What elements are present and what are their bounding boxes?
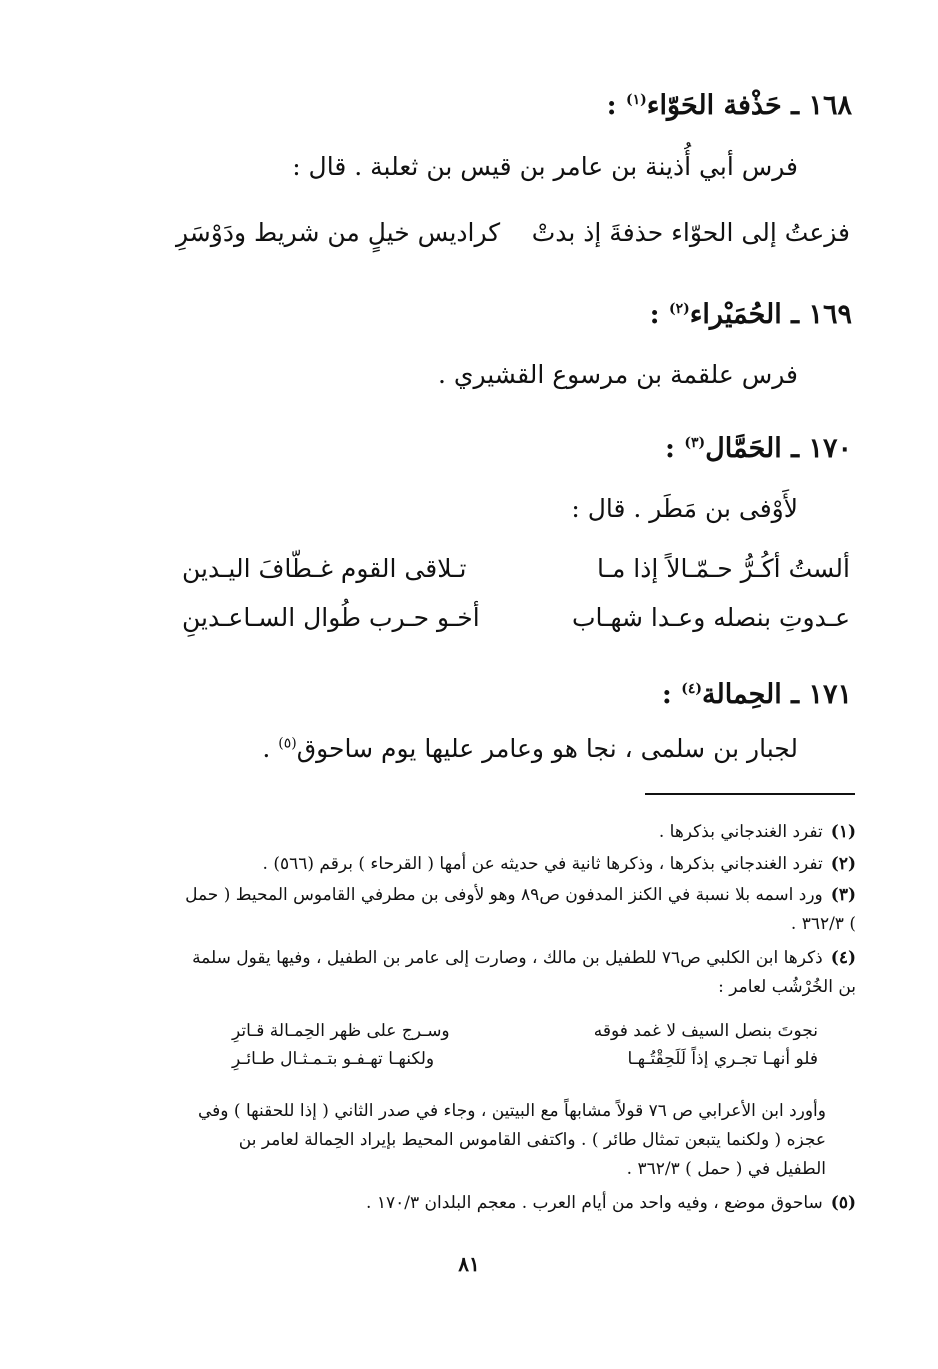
entry-171-heading [662, 679, 852, 710]
entry-dash: ـ [791, 679, 800, 710]
footnote-number: (٥) [830, 1193, 856, 1213]
entry-171-body: لجبار بن سلمى ، نجا هو وعامر عليها يوم ساحوق [296, 734, 798, 763]
footnote-3 [185, 881, 856, 939]
entry-title: الحِمالة [702, 679, 782, 710]
entry-title: الحُمَيْراء [689, 299, 782, 330]
footnote-5 [185, 1189, 856, 1218]
footnote-text: تفرد الغندجاني بذكرها ، وذكرها ثانية في حديثه عن أمها ( القرحاء ) برقم (٥٦٦) . [262, 854, 823, 874]
footnote-number: (٣) [830, 885, 856, 905]
entry-169-text: فرس علقمة بن مرسوع القشيري . [437, 360, 798, 389]
entry-number: ١٧١ [808, 679, 852, 710]
entry-dash: ـ [791, 90, 800, 121]
footnote-ref: (١) [626, 92, 647, 108]
entry-number: ١٧٠ [808, 433, 852, 464]
entry-170-verse-1 [182, 554, 850, 583]
entry-170-intro: لأَوْفى بن مَطَر . قال : [571, 494, 798, 523]
verse-hemistich-right: ألستُ أكُـرُّ حـمّـالاً إذا مـا [597, 554, 850, 583]
entry-colon: : [606, 90, 617, 121]
footnote-number: (٤) [830, 948, 856, 968]
entry-number: ١٦٩ [808, 299, 852, 330]
footnote-text: تفرد الغندجاني بذكرها . [658, 822, 823, 842]
entry-dash: ـ [791, 299, 800, 330]
footnote-ref: (٥) [278, 735, 297, 752]
entry-colon: : [649, 299, 660, 330]
verse-hemistich-right: عـدوتِ بنصله وعـدا شهـاب [571, 603, 850, 632]
verse-hemistich-right: فلو أنهـا تجـري إذاً لَلَحِقْتُـهـا [627, 1049, 818, 1069]
entry-number: ١٦٨ [808, 90, 852, 121]
verse-hemistich-left: وسـرج على ظهر الحِمـالة قـاترِ [232, 1021, 450, 1041]
entry-171-period: . [262, 734, 271, 763]
footnote-text: ساحوق موضع ، وفيه واحد من أيام العرب . معجم البلدان ١٧٠/٣ . [366, 1193, 823, 1213]
verse-hemistich-left: تـلاقى القوم غـطّافَ اليـدين [182, 554, 467, 583]
entry-170-heading [665, 433, 852, 464]
footnote-text: ورد اسمه بلا نسبة في الكنز المدفون ص٨٩ وهو لأوفى بن مطرفي القاموس المحيط ( حمل ) ٣٦٢/٣ . [185, 885, 856, 934]
entry-title: حَذْفة الحَوّاء [646, 90, 782, 121]
entry-168-intro: فرس أبي أُذينة بن عامر بن قيس بن ثعلبة . قال : [292, 152, 798, 181]
footnote-ref: (٤) [681, 681, 703, 697]
entry-168-heading [607, 90, 852, 121]
footnote-4-verse-1 [232, 1021, 818, 1041]
entry-title: الحَمَّال [705, 433, 782, 464]
verse-hemistich-right: فزعتُ إلى الحوّاء حذفةَ إذ بدتْ [531, 218, 850, 247]
entry-dash: ـ [791, 433, 800, 464]
verse-hemistich-left: أخـو حـرب طُوال السـاعـدينِ [182, 603, 480, 632]
entry-169-heading [650, 299, 852, 330]
footnote-4-continuation: وأورد ابن الأعرابي ص ٧٦ قولاً مشابهاً مع البيتين ، وجاء في صدر الثاني ( إذا للحقنها ) وفي عجزه ( ولكنما يتبعن تمثال طائر ) . واكتفى القاموس المحيط بإيراد الحِمالة لعامر بن الطفيل في ( حمل ) ٣٦٢/٣ . [198, 1101, 826, 1179]
entry-171-text [262, 734, 798, 763]
footnote-text: ذكرها ابن الكلبي ص٧٦ للطفيل بن مالك ، وصارت إلى عامر بن الطفيل ، وفيها يقول سلمة بن الخُرْشُب لعامر : [192, 948, 856, 997]
entry-170-verse-2 [182, 603, 850, 632]
verse-hemistich-left: ولكنهـا تهـفـو بتـمـثـال طـائـرِ [232, 1049, 435, 1069]
footnote-ref: (٣) [684, 435, 706, 451]
page-number: ٨١ [458, 1252, 480, 1276]
footnote-4 [185, 944, 856, 1002]
footnote-ref: (٢) [668, 301, 690, 317]
footnote-4-verse-2 [232, 1049, 818, 1069]
entry-colon: : [664, 433, 675, 464]
footnote-separator [645, 793, 855, 795]
footnote-1 [185, 818, 856, 847]
footnote-number: (٢) [830, 854, 856, 874]
verse-hemistich-left: كراديس خيلٍ من شريط ودَوْسَرِ [176, 218, 501, 247]
footnote-number: (١) [830, 822, 856, 842]
footnote-2 [185, 850, 856, 879]
entry-168-verse [176, 218, 850, 247]
verse-hemistich-right: نجوتَ بنصل السيف لا غمد فوقه [593, 1021, 818, 1041]
entry-colon: : [661, 679, 672, 710]
